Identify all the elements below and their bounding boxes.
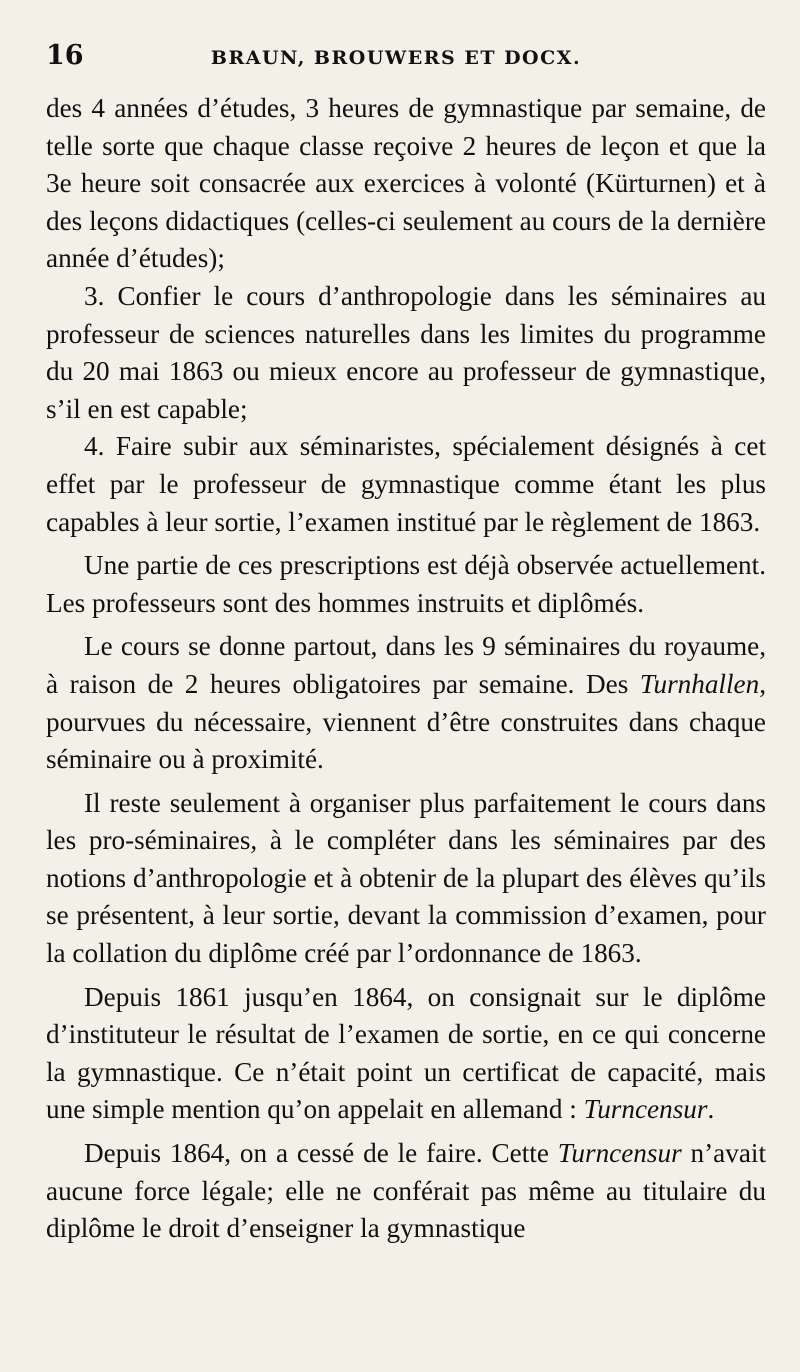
paragraph-item-4: 4. Faire subir aux séminaristes, spécialement désignés à cet effet par le professeur de gymnastique comme étant les plus capables à leur sortie, l’examen institué par le règlement de 1863. bbox=[46, 431, 766, 537]
paragraph-text: . bbox=[707, 1094, 715, 1125]
paragraph: Une partie de ces prescriptions est déjà observée actuellement. Les professeurs sont des hommes instruits et diplômés. bbox=[46, 550, 766, 618]
italic-term: Turncensur bbox=[557, 1138, 682, 1169]
paragraph-text: Depuis 1864, on a cessé de le faire. Cette bbox=[84, 1138, 558, 1169]
paragraph-text: , pourvues du nécessaire, viennent d’être construites dans chaque séminaire ou à proximité. bbox=[46, 668, 766, 775]
italic-term: Turnhallen bbox=[639, 668, 760, 699]
italic-term: Turncensur bbox=[583, 1094, 708, 1125]
paragraph bbox=[46, 628, 766, 778]
paragraph bbox=[46, 979, 766, 1129]
paragraph-text: Le cours se donne partout, dans les 9 séminaires du royaume, à raison de 2 heures obligatoires par semaine. Des bbox=[46, 631, 766, 699]
body-text bbox=[46, 90, 766, 1248]
paragraph bbox=[46, 1135, 766, 1248]
page-number: 16 bbox=[46, 40, 84, 71]
page-header bbox=[46, 40, 766, 84]
running-head: BRAUN, BROUWERS ET DOCX. bbox=[210, 47, 582, 69]
paragraph: Il reste seulement à organiser plus parfaitement le cours dans les pro-séminaires, à le compléter dans les séminaires par des notions d’anthropologie et à obtenir de la plupart des élèves qu’ils se présentent, à leur sortie, devant la commission d’examen, pour la collation du diplôme créé par l’ordonnance de 1863. bbox=[46, 787, 766, 969]
paragraph-text: Depuis 1861 jusqu’en 1864, on consignait sur le diplôme d’instituteur le résultat de l’examen de sortie, en ce qui concerne la gymnastique. Ce n’était point un certificat de capacité, mais une simple mention qu’on appelait en allemand : bbox=[46, 981, 766, 1125]
paragraph-text: n’avait aucune force légale; elle ne conférait pas même au titulaire du diplôme le droit d’enseigner la gymnastique bbox=[46, 1138, 766, 1244]
paragraph-continuation: des 4 années d’études, 3 heures de gymnastique par semaine, de telle sorte que chaque classe reçoive 2 heures de leçon et que la 3e heure soit consacrée aux exercices à volonté (Kürturnen) et à des leçons didactiques (celles-ci seulement au cours de la dernière année d’études); bbox=[46, 93, 766, 274]
paragraph-item-3: 3. Confier le cours d’anthropologie dans les séminaires au professeur de sciences naturelles dans les limites du programme du 20 mai 1863 ou mieux encore au professeur de gymnastique, s’il en est capable; bbox=[46, 280, 766, 424]
